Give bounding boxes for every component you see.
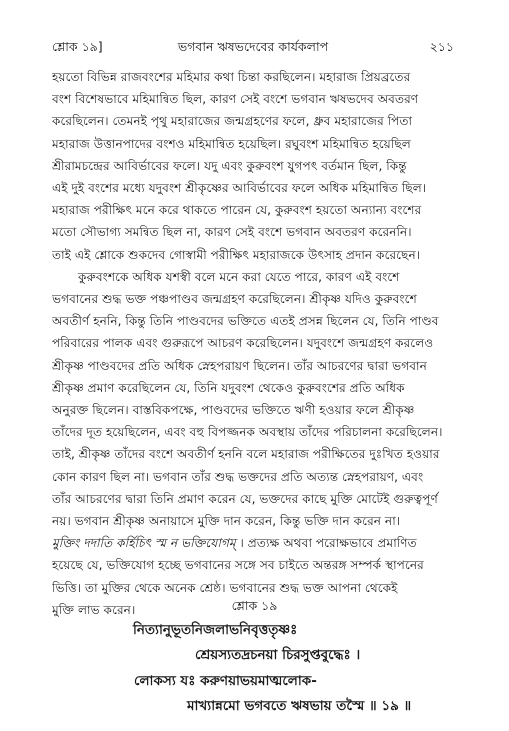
paragraph-1 — [52, 66, 460, 266]
quote-continuation: । প্রত্যক্ষ অথবা পরোক্ষভাবে প্রমাণিত — [235, 536, 417, 551]
page-header — [52, 38, 454, 56]
text-line: মতো সৌভাগ্য সমন্বিত ছিল না, কারণ সেই বংশে ভগবান অবতরণ করেননি। — [52, 225, 412, 240]
text-line: মহারাজ উত্তানপাদের বংশও মহিমান্বিত হয়েছিল। রঘুবংশ মহিমান্বিত হয়েছিল — [52, 136, 411, 151]
text-line: হয়েছে যে, ভক্তিযোগ হচ্ছে ভগবানের সঙ্গে সব চাইতে অন্তরঙ্গ সম্পর্ক স্থাপনের — [52, 558, 424, 573]
text-line: মহারাজ পরীক্ষিৎ মনে করে থাকতে পারেন যে, কুরুবংশ হয়তো অন্যান্য বংশের — [52, 203, 422, 218]
text-line: কুরুবংশকে অধিক যশস্বী বলে মনে করা যেতে পারে, কারণ এই বংশে — [78, 269, 400, 284]
text-line: অনুরক্ত ছিলেন। বাস্তবিকপক্ষে, পাণ্ডবদের ভক্তিতে ঋণী হওয়ার ফলে শ্রীকৃষ্ণ — [52, 403, 415, 418]
text-line: করেছিলেন। তেমনই পৃথু মহারাজের জন্মগ্রহণের ফলে, ধ্রুব মহারাজের পিতা — [52, 114, 413, 129]
verse-line-2: শ্রেয়স্যতদ্রচনয়া চিরসুপ্তবুদ্ধেঃ । — [195, 647, 361, 663]
text-line: পরিবারের পালক এবং গুরুরূপে আচরণ করেছিলেন। যদুবংশে জন্মগ্রহণ করলেও — [52, 336, 434, 351]
text-line: তাঁর আচরণের দ্বারা তিনি প্রমাণ করেন যে, ভক্তদের কাছে মুক্তি মোটেই গুরুত্বপূর্ণ — [52, 491, 438, 506]
verse-heading: শ্লোক ১৯ — [231, 598, 278, 613]
text-line: তাই, শ্রীকৃষ্ণ তাঁদের বংশে অবতীর্ণ হননি বলে মহারাজ পরীক্ষিতের দুঃখিত হওয়ার — [52, 447, 440, 462]
text-line: তাই এই শ্লোকে শুকদেব গোস্বামী পরীক্ষিৎ মহারাজকে উৎসাহ প্রদান করেছেন। — [52, 247, 421, 262]
paragraph-2 — [52, 266, 460, 621]
page-number: ২১১ — [429, 39, 454, 54]
text-line: ভিত্তি। তা মুক্তির থেকে অনেক শ্রেষ্ঠ। ভগবানের শুদ্ধ ভক্ত আপনা থেকেই — [52, 580, 398, 595]
text-line: হয়তো বিভিন্ন রাজবংশের মহিমার কথা চিন্তা করছিলেন। মহারাজ প্রিয়ব্রতের — [52, 70, 411, 84]
text-line: তাঁদের দূত হয়েছিলেন, এবং বহু বিপজ্জনক অবস্থায় তাঁদের পরিচালনা করেছিলেন। — [52, 425, 443, 440]
sanskrit-quote: মুক্তিং দদাতি কর্হিচিৎ স্ম ন ভক্তিযোগম্ — [52, 536, 236, 551]
text-line: কোন কারণ ছিল না। ভগবান তাঁর শুদ্ধ ভক্তদের প্রতি অত্যন্ত স্নেহপরায়ণ, এবং — [52, 469, 424, 484]
text-line: শ্রীরামচন্দ্রের আবির্ভাবের ফলে। যদু এবং কুরুবংশ যুগপৎ বর্তমান ছিল, কিন্তু — [52, 158, 407, 173]
purport-text — [52, 66, 460, 621]
verse-line-1: নিত্যানুভূতনিজলাভনিবৃত্ততৃষ্ণঃ — [133, 622, 298, 638]
verse-line-3: লোকস্য যঃ করুণয়াভয়মাত্মলোক- — [134, 673, 317, 689]
header-verse-ref: শ্লোক ১৯] — [52, 39, 103, 54]
text-line: ভগবানের শুদ্ধ ভক্ত পঞ্চপাণ্ডব জন্মগ্রহণ করেছিলেন। শ্রীকৃষ্ণ যদিও কুরুবংশে — [52, 292, 417, 307]
text-line: শ্রীকৃষ্ণ পাণ্ডবদের প্রতি অধিক স্নেহপরায়ণ ছিলেন। তাঁর আচরণের দ্বারা ভগবান — [52, 358, 427, 373]
text-line — [52, 532, 460, 554]
header-chapter-title: ভগবান ঋষভদেবের কার্যকলাপ — [177, 39, 329, 54]
verse-line-4: মাখ্যান্নমো ভগবতে ঋষভায় তস্মৈ ॥ ১৯ ॥ — [187, 698, 412, 714]
text-line: মুক্তি লাভ করেন। — [52, 602, 136, 617]
text-line: অবতীর্ণ হননি, কিন্তু তিনি পাণ্ডবদের ভক্তিতে এতই প্রসন্ন ছিলেন যে, তিনি পাণ্ডব — [52, 314, 439, 329]
text-line: শ্রীকৃষ্ণ প্রমাণ করেছিলেন যে, তিনি যদুবংশ থেকেও কুরুবংশের প্রতি অধিক — [52, 380, 405, 395]
text-line: এই দুই বংশের মধ্যে যদুবংশ শ্রীকৃষ্ণের আবির্ভাবের ফলে অধিক মহিমান্বিত ছিল। — [52, 181, 427, 196]
text-line: বংশ বিশেষভাবে মহিমান্বিত ছিল, কারণ সেই বংশে ভগবান ঋষভদেব অবতরণ — [52, 92, 419, 107]
text-line: নয়। ভগবান শ্রীকৃষ্ণ অনায়াসে মুক্তি দান করেন, কিন্তু ভক্তি দান করেন না। — [52, 514, 401, 529]
